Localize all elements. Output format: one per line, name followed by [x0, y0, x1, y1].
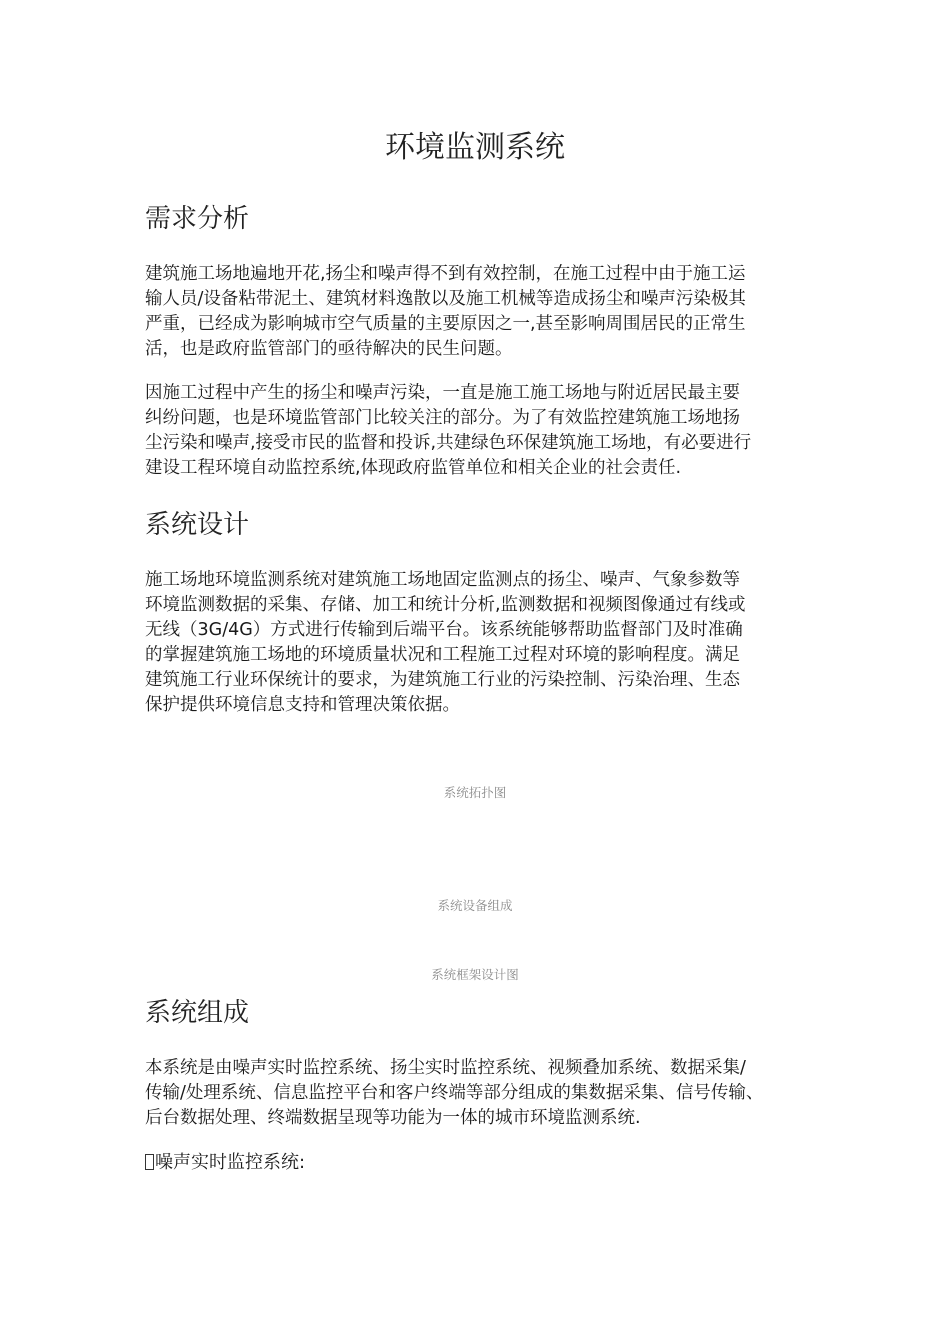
text-line: 尘污染和噪声,接受市民的监督和投诉,共建绿色环保建筑施工场地，有必要进行: [145, 433, 752, 453]
section-heading-requirements: 需求分析: [145, 204, 250, 234]
paragraph-requirements-2: [145, 381, 813, 481]
text-line: 活，也是政府监管部门的亟待解决的民生问题。: [145, 339, 513, 359]
paragraph-requirements-1: [145, 262, 813, 362]
section-heading-system-composition: 系统组成: [145, 998, 250, 1028]
text-line: 环境监测数据的采集、存储、加工和统计分析,监测数据和视频图像通过有线或: [145, 595, 746, 615]
text-line: 建设工程环境自动监控系统,体现政府监管单位和相关企业的社会责任.: [145, 458, 682, 478]
text-line: 施工场地环境监测系统对建筑施工场地固定监测点的扬尘、噪声、气象参数等: [145, 570, 740, 590]
caption-equipment-composition: 系统设备组成: [437, 898, 513, 913]
text-line: 建筑施工行业环保统计的要求，为建筑施工行业的污染控制、污染治理、生态: [145, 670, 740, 690]
text-line: 严重，已经成为影响城市空气质量的主要原因之一,甚至影响周围居民的正常生: [145, 314, 746, 334]
text-line: 本系统是由噪声实时监控系统、扬尘实时监控系统、视频叠加系统、数据采集/: [145, 1058, 746, 1078]
text-line: 后台数据处理、终端数据呈现等功能为一体的城市环境监测系统.: [145, 1108, 641, 1128]
text-line: 输人员/设备粘带泥土、建筑材料逸散以及施工机械等造成扬尘和噪声污染极其: [145, 289, 746, 309]
text-line: 传输/处理系统、信息监控平台和客户终端等部分组成的集数据采集、信号传输、: [145, 1083, 764, 1103]
text-line: 无线（3G/4G）方式进行传输到后端平台。该系统能够帮助监督部门及时准确: [145, 620, 743, 640]
text-line: 保护提供环境信息支持和管理决策依据。: [145, 695, 460, 715]
caption-framework-diagram: 系统框架设计图: [431, 967, 519, 982]
caption-topology-diagram: 系统拓扑图: [443, 785, 507, 800]
text-line: 的掌握建筑施工场地的环境质量状况和工程施工过程对环境的影响程度。满足: [145, 645, 740, 665]
text-line: 纠纷问题，也是环境监管部门比较关注的部分。为了有效监控建筑施工场地扬: [145, 408, 740, 428]
text-line: 因施工过程中产生的扬尘和噪声污染，一直是施工施工场地与附近居民最主要: [145, 383, 740, 403]
checkbox-icon: [145, 1154, 154, 1170]
section-heading-system-design: 系统设计: [145, 510, 250, 540]
list-item-label: 噪声实时监控系统:: [155, 1152, 306, 1173]
list-item-noise-monitoring: [145, 1150, 305, 1176]
paragraph-system-design: [145, 568, 813, 718]
text-line: 建筑施工场地遍地开花,扬尘和噪声得不到有效控制，在施工过程中由于施工运: [145, 264, 746, 284]
paragraph-system-composition: [145, 1056, 813, 1131]
page-title: 环境监测系统: [385, 130, 565, 165]
